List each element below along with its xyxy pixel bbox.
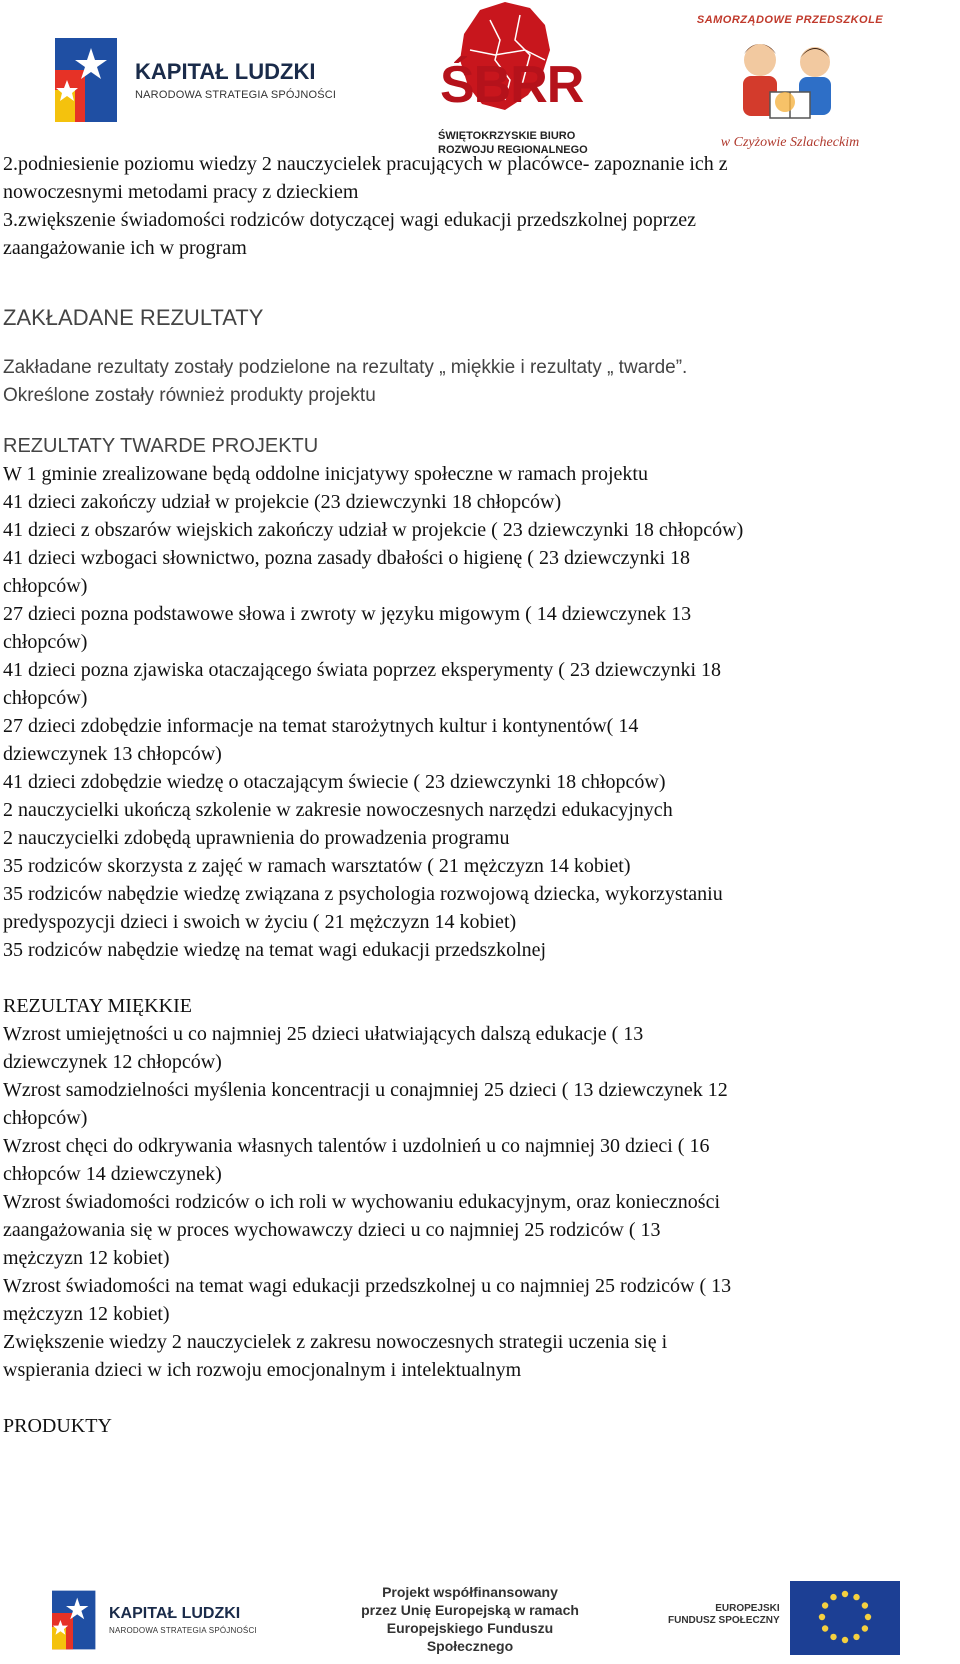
list-item: 41 dzieci zakończy udział w projekcie (23 dziewczynki 18 chłopców): [3, 491, 562, 513]
text-line: nowoczesnymi metodami pracy z dzieckiem: [3, 181, 359, 203]
efs-line-1: EUROPEJSKI: [715, 1603, 780, 1614]
efs-label: [668, 1603, 780, 1627]
list-item: 35 rodziców nabędzie wiedzę na temat wagi edukacji przedszkolnej: [3, 939, 547, 961]
miekkie-list: [3, 1020, 908, 1384]
list-item: 41 dzieci zdobędzie wiedzę o otaczającym świecie ( 23 dziewczynki 18 chłopców): [3, 771, 666, 793]
list-item: Wzrost umiejętności u co najmniej 25 dzieci ułatwiających dalszą edukacje ( 13: [3, 1023, 644, 1045]
list-item: 41 dzieci wzbogaci słownictwo, pozna zasady dbałości o higienę ( 23 dziewczynki 18: [3, 547, 691, 569]
list-item: chłopców): [3, 575, 88, 597]
list-item: Wzrost świadomości na temat wagi edukacji przedszkolnej u co najmniej 25 rodziców ( 13: [3, 1275, 732, 1297]
list-item: predyspozycji dzieci i swoich w życiu ( 21 mężczyzn 14 kobiet): [3, 911, 517, 933]
list-item: 41 dzieci z obszarów wiejskich zakończy udział w projekcie ( 23 dziewczynki 18 chłopców): [3, 519, 744, 541]
list-item: 35 rodziców skorzysta z zajęć w ramach warsztatów ( 21 mężczyzn 14 kobiet): [3, 855, 631, 877]
list-item: chłopców): [3, 1107, 88, 1129]
sbrr-subtitle-1: ŚWIĘTOKRZYSKIE BIURO: [438, 130, 576, 142]
kapital-ludzki-subtitle: NARODOWA STRATEGIA SPÓJNOŚCI: [135, 89, 337, 101]
intro-paragraph: [3, 150, 908, 262]
page-header: [0, 0, 960, 160]
list-item: wspierania dzieci w ich rozwoju emocjonalnym i intelektualnym: [3, 1359, 522, 1381]
list-item: 27 dzieci zdobędzie informacje na temat starożytnych kultur i kontynentów( 14: [3, 715, 639, 737]
kapital-ludzki-title: KAPITAŁ LUDZKI: [135, 59, 316, 84]
footer-kapital-ludzki-logo: [45, 1585, 257, 1655]
text-line: 3.zwiększenie świadomości rodziców dotyczącej wagi edukacji przedszkolnej poprzez: [3, 209, 697, 231]
cofinancing-line-1: Projekt współfinansowany: [382, 1584, 558, 1600]
section-heading-rezultaty-miekkie: REZULTAY MIĘKKIE: [3, 995, 192, 1017]
przedszkole-logo-top-text: SAMORZĄDOWE PRZEDSZKOLE: [696, 14, 884, 26]
section-heading-rezultaty-twarde: REZULTATY TWARDE PROJEKTU: [3, 435, 319, 457]
sbrr-subtitle-2: ROZWOJU REGIONALNEGO: [438, 144, 588, 156]
list-item: dziewczynek 13 chłopców): [3, 743, 222, 765]
list-item: Wzrost świadomości rodziców o ich roli w wychowaniu edukacyjnym, oraz konieczności: [3, 1191, 721, 1213]
list-item: Zwiększenie wiedzy 2 nauczycielek z zakresu nowoczesnych strategii uczenia się i: [3, 1331, 668, 1353]
list-item: W 1 gminie zrealizowane będą oddolne inicjatywy społeczne w ramach projektu: [3, 463, 648, 485]
twarde-list: [3, 460, 908, 964]
list-item: 2 nauczycielki ukończą szkolenie w zakresie nowoczesnych narzędzi edukacyjnych: [3, 799, 673, 821]
zakladane-line-2: Określone zostały również produkty projektu: [3, 385, 376, 406]
footer-kapital-ludzki-title: KAPITAŁ LUDZKI: [109, 1605, 241, 1622]
sbrr-name: ŚBRR: [440, 56, 584, 114]
zakladane-line-1: Zakładane rezultaty zostały podzielone na rezultaty „ miękkie i rezultaty „ twarde”.: [3, 357, 688, 378]
cofinancing-line-3: Europejskiego Funduszu Społecznego: [386, 1620, 554, 1654]
list-item: Wzrost samodzielności myślenia koncentracji u conajmniej 25 dzieci ( 13 dziewczynek 12: [3, 1079, 728, 1101]
przedszkole-logo: [690, 0, 890, 160]
eu-flag-icon: [790, 1581, 900, 1655]
list-item: 41 dzieci pozna zjawiska otaczającego świata poprzez eksperymenty ( 23 dziewczynki 18: [3, 659, 722, 681]
page-footer: [0, 1575, 960, 1664]
sbrr-logo: [420, 0, 605, 160]
list-item: chłopców): [3, 687, 88, 709]
kapital-ludzki-emblem-icon: [45, 30, 125, 130]
list-item: dziewczynek 12 chłopców): [3, 1051, 222, 1073]
list-item: mężczyzn 12 kobiet): [3, 1303, 170, 1325]
przedszkole-logo-bottom-text: w Czyżowie Szlacheckim: [720, 135, 860, 150]
footer-kapital-ludzki-emblem-icon: [45, 1585, 101, 1655]
list-item: zaangażowania się w proces wychowawczy dzieci u co najmniej 25 rodziców ( 13: [3, 1219, 661, 1241]
section-heading-zakladane-rezultaty: ZAKŁADANE REZULTATY: [3, 305, 264, 330]
list-item: mężczyzn 12 kobiet): [3, 1247, 170, 1269]
footer-kapital-ludzki-subtitle: NARODOWA STRATEGIA SPÓJNOŚCI: [109, 1626, 257, 1635]
efs-line-2: FUNDUSZ SPOŁECZNY: [668, 1615, 780, 1626]
list-item: 27 dzieci pozna podstawowe słowa i zwroty w języku migowym ( 14 dziewczynek 13: [3, 603, 692, 625]
list-item: chłopców 14 dziewczynek): [3, 1163, 222, 1185]
children-reading-icon: [715, 32, 865, 132]
section-heading-produkty: PRODUKTY: [3, 1415, 112, 1437]
list-item: Wzrost chęci do odkrywania własnych talentów i uzdolnień u co najmniej 30 dzieci ( 16: [3, 1135, 710, 1157]
text-line: 2.podniesienie poziomu wiedzy 2 nauczycielek pracujących w placówce- zapoznanie ich z: [3, 153, 728, 175]
cofinancing-statement: [345, 1583, 595, 1655]
list-item: 35 rodziców nabędzie wiedzę związana z psychologia rozwojową dziecka, wykorzystaniu: [3, 883, 723, 905]
cofinancing-line-2: przez Unię Europejską w ramach: [361, 1602, 579, 1618]
kapital-ludzki-logo: [45, 30, 336, 130]
document-body: [3, 150, 908, 1440]
text-line: zaangażowanie ich w program: [3, 237, 247, 259]
list-item: chłopców): [3, 631, 88, 653]
list-item: 2 nauczycielki zdobędą uprawnienia do prowadzenia programu: [3, 827, 510, 849]
